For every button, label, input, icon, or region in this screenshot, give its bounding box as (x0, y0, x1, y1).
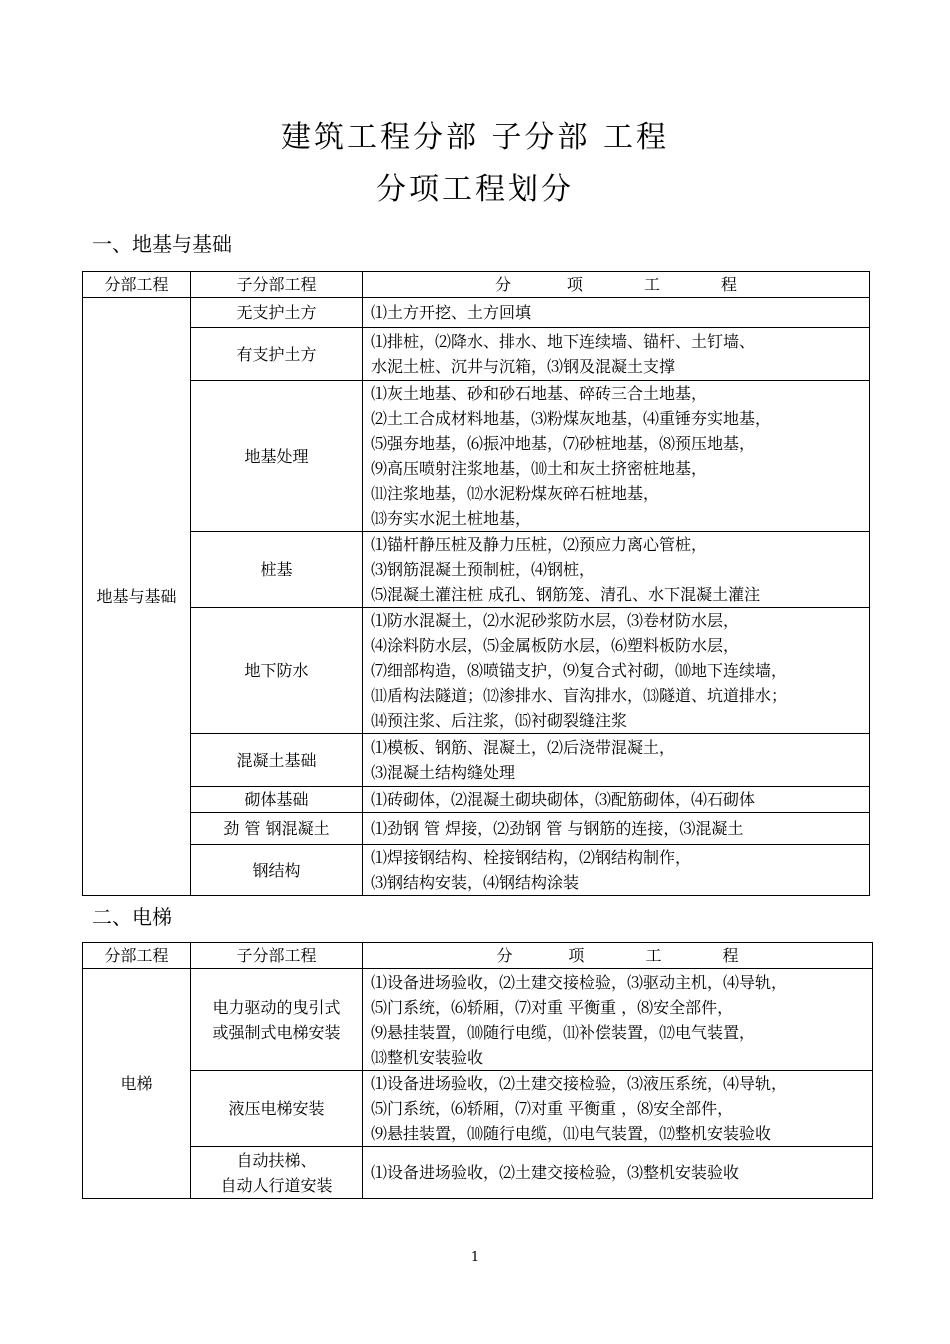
subdivision-cell (191, 969, 363, 1071)
item-line: ⑴排桩，⑵降水、排水、地下连续墙、锚杆、土钉墙、 (371, 332, 756, 351)
foundation-table (82, 271, 870, 896)
items-cell (363, 969, 873, 1071)
table-row (83, 734, 870, 787)
item-line: ⑾注浆地基，⑿水泥粉煤灰碎石桩地基， (371, 484, 660, 503)
table-row (83, 787, 870, 813)
table-row (83, 969, 873, 1071)
item-line: ⑴劲钢 管 焊接，⑵劲钢 管 与钢筋的连接，⑶混凝土 (371, 819, 744, 838)
items-cell (363, 845, 870, 896)
item-line: ⑸门系统，⑹轿厢，⑺对重 平衡重 ，⑻安全部件， (371, 997, 734, 1017)
item-line: ⒀夯实水泥土桩地基， (371, 509, 532, 528)
item-line: ⑼悬挂装置，⑽随行电缆，⑾电气装置，⑿整机安装验收 (371, 1124, 772, 1143)
item-line: ⑴设备进场验收，⑵土建交接检验，⑶液压系统，⑷导轨， (371, 1074, 788, 1093)
item-line: ⑼高压喷射注浆地基，⑽土和灰土挤密桩地基， (371, 459, 708, 478)
subdivision-line: 液压电梯安装 (228, 1099, 325, 1118)
item-line: ⑴土方开挖、土方回填 (371, 303, 532, 322)
subdivision-cell: 桩基 (191, 532, 363, 608)
subdivision-line: 自动扶梯、 (236, 1150, 317, 1170)
items-cell (363, 813, 870, 845)
subdivision-cell: 有支护土方 (191, 328, 363, 381)
table-row (83, 381, 870, 532)
header-division: 分部工程 (83, 943, 191, 969)
items-cell (363, 298, 870, 328)
subdivision-line: 自动人行道安装 (220, 1175, 333, 1195)
item-line: ⑸强夯地基，⑹振冲地基，⑺砂桩地基，⑻预压地基， (371, 434, 756, 453)
subdivision-cell: 混凝土基础 (191, 734, 363, 787)
item-line: ⑸混凝土灌注桩 成孔、钢筋笼、清孔、水下混凝土灌注 (371, 585, 761, 604)
subdivision-cell: 地下防水 (191, 608, 363, 734)
table-row (83, 845, 870, 896)
item-line: ⒁预注浆、后注浆，⒂衬砌裂缝注浆 (371, 711, 628, 730)
subdivision-cell (191, 1071, 363, 1147)
item-line: ⑶钢筋混凝土预制桩，⑷钢桩， (371, 560, 596, 579)
item-line: ⑼悬挂装置，⑽随行电缆，⑾补偿装置，⑿电气装置， (371, 1022, 756, 1042)
subdivision-cell: 钢结构 (191, 845, 363, 896)
table-row (83, 298, 870, 328)
item-line: ⑴防水混凝土，⑵水泥砂浆防水层，⑶卷材防水层， (371, 611, 740, 630)
item-line: ⑴灰土地基、砂和砂石地基、碎砖三合土地基， (371, 384, 708, 403)
header-subdivision: 子分部工程 (191, 943, 363, 969)
table-row (83, 1071, 873, 1147)
page-title-line1: 建筑工程分部 子分部 工程 (280, 120, 670, 155)
table-row (83, 328, 870, 381)
header-subdivision: 子分部工程 (191, 272, 363, 298)
table-row (83, 608, 870, 734)
item-line: ⑵土工合成材料地基，⑶粉煤灰地基，⑷重锤夯实地基， (371, 409, 772, 428)
item-line: ⑷涂料防水层，⑸金属板防水层，⑹塑料板防水层， (371, 636, 740, 655)
item-line: ⑶钢结构安装，⑷钢结构涂装 (371, 873, 580, 892)
division-elevator: 电梯 (83, 969, 191, 1199)
subdivision-line: 电力驱动的曳引式 (212, 997, 341, 1017)
subdivision-line: 或强制式电梯安装 (212, 1022, 341, 1042)
items-cell (363, 608, 870, 734)
header-items: 分 项 工 程 (363, 943, 873, 969)
items-cell (363, 532, 870, 608)
item-line: ⑴模板、钢筋、混凝土，⑵后浇带混凝土， (371, 738, 676, 757)
item-line: ⑴设备进场验收，⑵土建交接检验，⑶整机安装验收 (371, 1163, 740, 1182)
page-number: 1 (470, 1250, 480, 1265)
item-line: ⑴砖砌体，⑵混凝土砌块砌体，⑶配筋砌体，⑷石砌体 (371, 790, 756, 809)
section-heading-elevator: 二、电梯 (92, 905, 172, 929)
item-line: ⑾盾构法隧道；⑿渗排水、盲沟排水，⒀隧道、坑道排水； (371, 686, 788, 705)
page-title-line2: 分项工程划分 (376, 172, 574, 207)
items-cell (363, 1071, 873, 1147)
item-line: ⒀整机安装验收 (371, 1047, 484, 1067)
subdivision-cell: 劲 管 钢混凝土 (191, 813, 363, 845)
division-foundation: 地基与基础 (83, 298, 191, 896)
subdivision-cell (191, 1147, 363, 1199)
item-line: ⑶混凝土结构缝处理 (371, 763, 516, 782)
item-line: ⑸门系统，⑹轿厢，⑺对重 平衡重 ，⑻安全部件， (371, 1099, 734, 1118)
elevator-table-body (83, 969, 873, 1199)
item-line: 水泥土桩、沉井与沉箱，⑶钢及混凝土支撑 (371, 357, 676, 376)
subdivision-cell: 地基处理 (191, 381, 363, 532)
items-cell (363, 381, 870, 532)
foundation-table-body (83, 298, 870, 896)
item-line: ⑴锚杆静压桩及静力压桩，⑵预应力离心管桩， (371, 535, 708, 554)
items-cell (363, 1147, 873, 1199)
table-row (83, 1147, 873, 1199)
subdivision-cell: 砌体基础 (191, 787, 363, 813)
table-row (83, 532, 870, 608)
header-items: 分 项 工 程 (363, 272, 870, 298)
items-cell (363, 787, 870, 813)
item-line: ⑴设备进场验收，⑵土建交接检验，⑶驱动主机，⑷导轨， (371, 972, 788, 992)
item-line: ⑴焊接钢结构、栓接钢结构，⑵钢结构制作， (371, 848, 692, 867)
header-division: 分部工程 (83, 272, 191, 298)
section-heading-foundation: 一、地基与基础 (92, 232, 232, 256)
items-cell (363, 328, 870, 381)
item-line: ⑺细部构造，⑻喷锚支护，⑼复合式衬砌，⑽地下连续墙， (371, 661, 788, 680)
subdivision-cell: 无支护土方 (191, 298, 363, 328)
items-cell (363, 734, 870, 787)
elevator-table (82, 942, 873, 1199)
table-row (83, 813, 870, 845)
